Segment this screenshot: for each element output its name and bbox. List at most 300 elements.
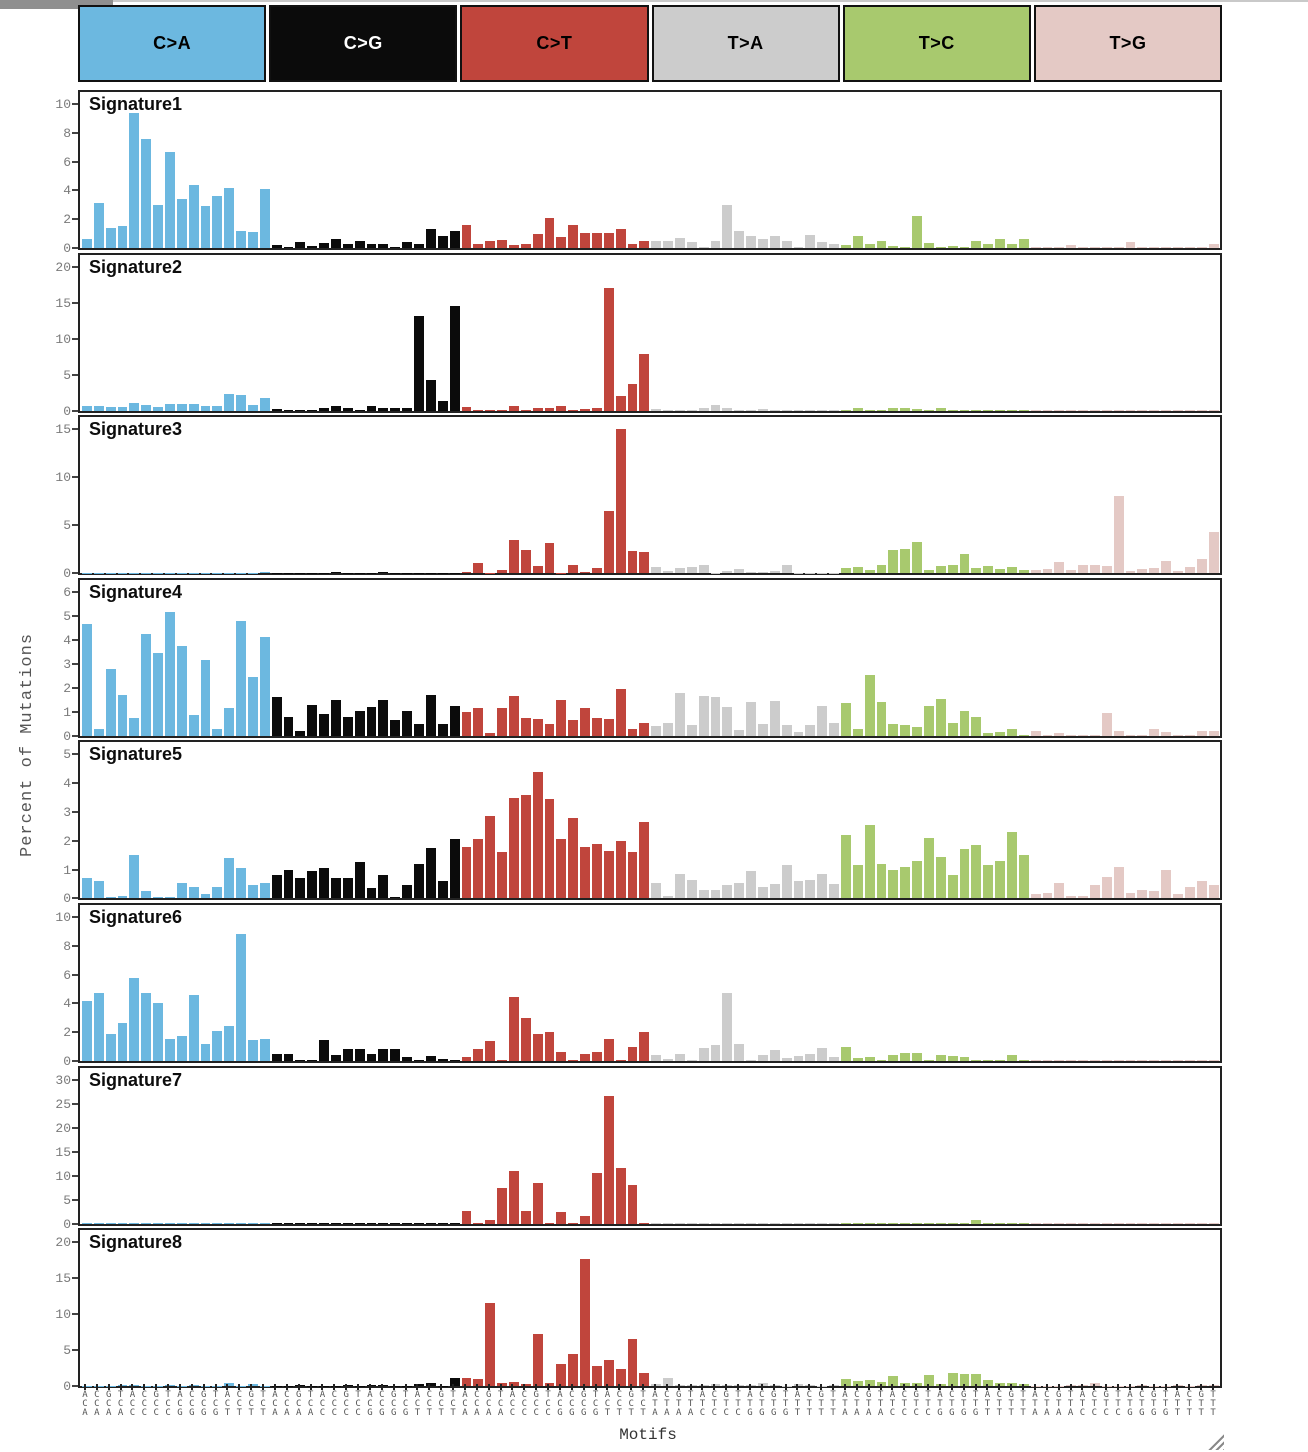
bar [639,241,649,248]
bar [628,1339,638,1386]
bar [1126,1223,1136,1224]
motif-label: A T A [652,1390,658,1418]
bar [1102,713,1112,736]
bar [1054,247,1064,248]
y-tick-label: 1 [63,704,71,720]
bar [331,239,341,248]
bar [1149,891,1159,898]
bar [983,566,993,574]
bar [331,572,341,573]
bar [521,410,531,411]
bar [888,870,898,899]
bar [711,697,721,735]
bar [473,410,483,411]
motif-label: T T A [687,1390,694,1418]
bar [450,839,460,898]
y-tick-label: 4 [63,632,71,648]
motif-label: T T C [1115,1390,1121,1418]
bar [782,865,792,898]
bar [628,384,638,411]
bar [1019,1060,1029,1061]
bar [865,675,875,736]
bar [189,887,199,899]
bar [533,1183,543,1223]
bar [118,896,128,899]
bar [212,406,222,410]
y-tick-label: 5 [63,367,71,383]
bar [556,839,566,898]
bar [912,861,922,898]
y-tick-label: 2 [63,212,71,228]
bar [936,566,946,573]
bar [1019,735,1029,736]
bar [1185,567,1195,573]
bar [580,1216,590,1224]
motif-label: G C C [153,1390,159,1418]
bar [402,573,412,574]
bar [118,226,128,248]
bar [1173,1060,1183,1061]
bar [639,822,649,898]
bar [995,410,1005,411]
bar [106,1034,116,1061]
bar [758,1223,768,1224]
y-tick-mark [72,302,78,304]
bar [1197,559,1207,573]
bar [805,880,815,899]
bar [438,573,448,574]
motif-label: A T G [747,1390,753,1418]
bar [129,113,139,248]
y-tick-mark [72,753,78,755]
bar [307,410,317,411]
bar [924,570,934,573]
bar [1126,735,1136,736]
motif-label: C T A [854,1390,860,1418]
panel-title: Signature8 [89,1232,183,1253]
y-tick-mark [72,189,78,191]
bar [129,573,139,574]
bar [1031,410,1041,411]
y-tick-label: 15 [55,1144,71,1160]
y-tick-mark [72,1199,78,1201]
y-tick-label: 20 [55,1120,71,1136]
motif-label: C T C [711,1390,718,1418]
bar [841,410,851,411]
header-cell-t-to-a: T>A [652,5,840,82]
bar [983,1223,993,1224]
bar [770,410,780,411]
bar [331,700,341,736]
bar [568,410,578,411]
bar [604,851,614,899]
y-tick-mark [72,218,78,220]
bar [236,934,246,1061]
bar [675,238,685,248]
bar [118,407,128,411]
bar [378,700,388,736]
bar [545,799,555,898]
bar [153,1003,163,1061]
bar [367,707,377,736]
bar [580,572,590,573]
bar [1161,1223,1171,1224]
bar [722,408,732,410]
bar [1054,1223,1064,1224]
bar [1078,896,1088,899]
bar [521,244,531,248]
bar [877,565,887,574]
bar [912,216,922,248]
bar [770,701,780,736]
bar [272,1223,282,1224]
motif-label: G T G [770,1390,777,1418]
bar [533,772,543,899]
bar [1114,410,1124,411]
bar [485,1041,495,1061]
bar [497,708,507,736]
motif-label: A T A [1032,1390,1038,1418]
bar [817,1048,827,1061]
bar [960,849,970,898]
bar [1090,1223,1100,1224]
bar [1185,247,1195,248]
bar [865,825,875,898]
bar [794,410,804,411]
y-tick-mark [72,103,78,105]
motif-label: A C G [557,1390,563,1418]
y-tick-mark [72,338,78,340]
bar [734,231,744,248]
motif-label: A T A [842,1390,848,1418]
bar [248,405,258,411]
y-tick-mark [72,1385,78,1387]
y-tick-label: 0 [63,728,71,744]
bars-area [81,255,1219,411]
y-tick-label: 0 [63,241,71,256]
bar [521,795,531,899]
bar [367,1054,377,1061]
y-tick-label: 0 [63,1216,71,1232]
bar [912,1053,922,1061]
motif-label: A C T [224,1390,231,1418]
bar [533,566,543,573]
bar [651,726,661,736]
y-tick-mark [72,1241,78,1243]
bar [224,708,234,736]
panel-signature4 [63,578,1222,744]
bar [260,189,270,248]
motif-label: G C A [295,1390,302,1418]
motif-label: C T C [901,1390,908,1418]
bar [284,410,294,411]
motif-label: C C T [236,1390,243,1418]
motif-label: G C G [580,1390,587,1418]
bar [829,573,839,574]
window-top-edge [0,0,1308,2]
bar [189,404,199,410]
bar [106,573,116,574]
bar [236,573,246,574]
bar [616,396,626,410]
bar [272,1054,282,1061]
bar [189,573,199,574]
motif-label: T T G [1162,1390,1169,1418]
bar [924,706,934,736]
y-tick-mark [72,1151,78,1153]
bar [663,723,673,736]
bar [912,727,922,735]
bar [1197,247,1207,248]
bar [118,1223,128,1224]
bar [485,733,495,735]
bar [1078,247,1088,248]
bar [1043,1223,1053,1224]
bars-area [81,742,1219,898]
bar [971,1060,981,1061]
bar [462,225,472,248]
bar [201,206,211,248]
bar [260,572,270,573]
bar [663,1223,673,1224]
bar [1054,410,1064,411]
bar [82,239,92,248]
bar [936,1223,946,1224]
bar [319,1040,329,1061]
y-tick-label: 30 [55,1072,71,1088]
y-tick-mark [72,524,78,526]
bar [924,243,934,248]
y-tick-label: 2 [63,833,71,849]
bar [165,1039,175,1061]
y-tick-label: 20 [55,259,71,275]
bar [604,288,614,410]
bar [248,677,258,736]
bar [450,1060,460,1061]
bar [604,1039,614,1061]
bar [272,573,282,574]
bar [272,875,282,898]
motif-label: A C G [367,1390,373,1418]
y-tick-label: 5 [63,608,71,624]
bar [948,1223,958,1224]
bar [746,1060,756,1061]
motif-label: C C G [569,1390,575,1418]
bar [212,729,222,736]
bar [331,1223,341,1224]
bar [319,243,329,248]
motif-label: G T G [1150,1390,1157,1418]
motif-label: A T T [984,1390,991,1418]
bar [1161,561,1171,573]
bar [888,246,898,248]
bar [782,410,792,411]
bar [853,567,863,573]
bar [426,848,436,898]
motif-label: G T C [723,1390,729,1418]
bar [948,565,958,574]
bar [734,410,744,411]
motif-label: A C A [462,1390,468,1418]
bar [462,1211,472,1223]
bar [746,572,756,573]
bar [402,242,412,248]
motif-label: T T A [877,1390,884,1418]
panel-title: Signature1 [89,94,183,114]
bar [853,729,863,736]
panel-signature5 [63,740,1222,907]
bar [971,241,981,248]
bar [628,1047,638,1061]
bar [236,1223,246,1224]
bar [628,729,638,736]
bar [841,703,851,735]
bar [1007,729,1017,736]
bar [960,410,970,411]
bar [355,573,365,574]
bar [295,1060,305,1061]
bar [805,725,815,736]
bar [616,1060,626,1061]
motif-label: T T A [1067,1390,1074,1418]
motif-label: T C T [640,1390,646,1418]
bar [402,885,412,898]
bar [675,1054,685,1061]
bar [118,573,128,574]
bar [628,1185,638,1224]
bar [699,696,709,736]
y-tick-mark [72,916,78,918]
bar [1149,1060,1159,1061]
bar [1137,1060,1147,1061]
bar [438,881,448,898]
y-tick-label: 3 [63,805,71,820]
bar [746,410,756,411]
motif-label: G C T [438,1390,444,1418]
bar [853,1223,863,1224]
bar [817,573,827,574]
bar [212,1031,222,1061]
bar [1031,1060,1041,1061]
bar [177,883,187,899]
bar [675,874,685,898]
bar [426,1056,436,1061]
bar [888,724,898,736]
bar [497,410,507,411]
bar [770,1223,780,1224]
bar [1078,565,1088,574]
bar [260,637,270,735]
bar [1185,410,1195,411]
bar [129,1223,139,1224]
bar [758,724,768,736]
motif-label: A T C [1079,1390,1086,1418]
bar [758,887,768,899]
bar [1102,247,1112,248]
y-tick-mark [72,840,78,842]
bar [912,1223,922,1224]
bar [888,550,898,573]
bar [355,410,365,411]
bar [378,875,388,898]
bar [592,568,602,573]
bar [141,139,151,248]
bar [426,229,436,248]
bar [1149,729,1159,736]
bar [165,573,175,574]
y-tick-label: 8 [63,938,71,954]
motif-label: G T T [818,1390,824,1418]
bar [212,887,222,899]
bar [805,1054,815,1061]
bar [1185,1223,1195,1224]
motif-label: C C G [189,1390,195,1418]
bar [319,714,329,736]
bar [983,244,993,248]
bar [948,246,958,248]
bar [129,718,139,736]
bar [1007,1223,1017,1224]
bar [960,1057,970,1061]
bar [533,1334,543,1386]
bar [129,403,139,411]
bar [82,1223,92,1224]
motif-label: A C C [319,1390,326,1418]
bar [758,239,768,248]
bar [402,408,412,410]
bar [580,409,590,410]
bar [343,573,353,574]
bar [960,1223,970,1224]
motif-label: G C C [533,1390,539,1418]
bar [663,241,673,248]
bar [1197,1060,1207,1061]
y-tick-mark [72,591,78,593]
bar [414,244,424,248]
bar [509,1171,519,1223]
bar [805,1223,815,1224]
bars-area [81,1068,1219,1224]
bar [699,890,709,899]
bar [1137,569,1147,573]
bar [877,1223,887,1224]
bar [1043,1060,1053,1061]
bar [201,894,211,898]
y-tick-label: 5 [63,518,71,534]
bar [1137,735,1147,736]
y-tick-label: 0 [63,1054,71,1069]
motif-label: G C G [200,1390,207,1418]
bar [556,573,566,574]
bar [1173,735,1183,736]
bar [390,247,400,248]
bar [1209,885,1219,898]
bar [129,855,139,898]
bar [414,864,424,899]
bar [473,708,483,736]
bar [604,511,614,573]
bar [177,1223,187,1224]
bar [877,410,887,411]
bar [568,565,578,574]
motif-label: G T G [960,1390,967,1418]
y-axis-title: Percent of Mutations [18,632,37,858]
bar [509,540,519,574]
bar [82,624,92,736]
motif-label: A C C [509,1390,516,1418]
bars-area [81,580,1219,736]
motif-label: C C C [141,1390,148,1418]
